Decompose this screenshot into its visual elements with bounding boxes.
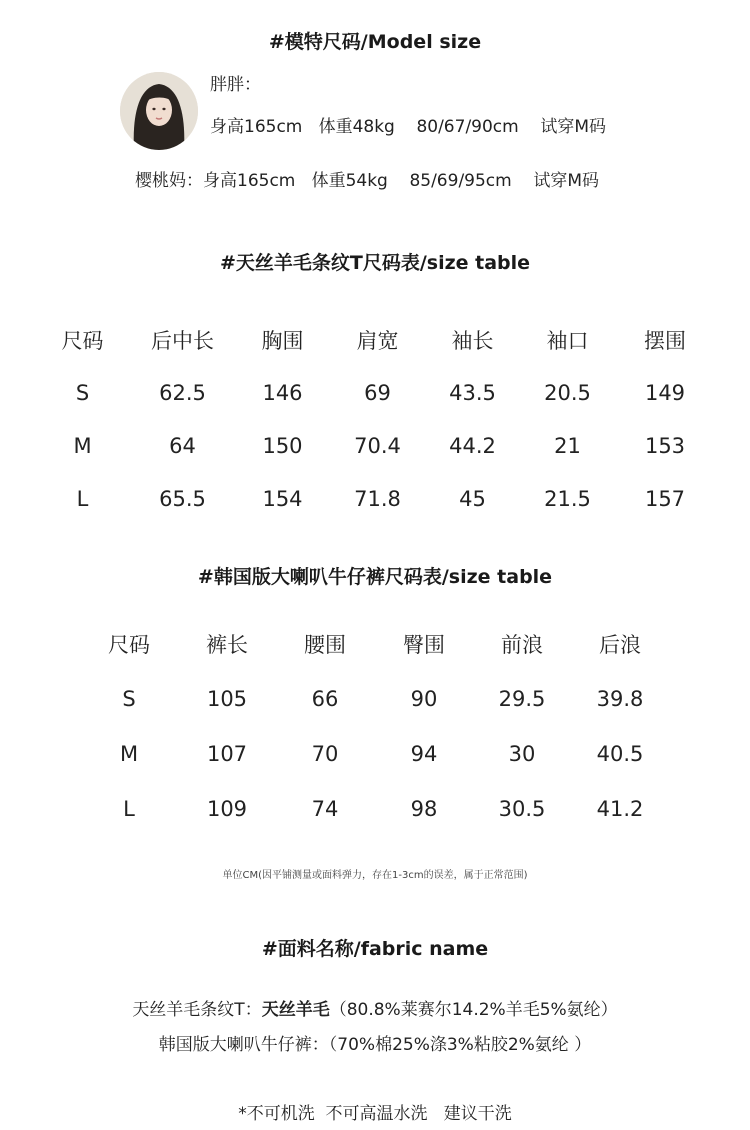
table-cell: 20.5 (544, 380, 591, 405)
fabric-line-jeans: 韩国版大喇叭牛仔裤：（70%棉25%涤3%粘胶2%氨纶 ） (158, 1035, 592, 1055)
table-cell: 62.5 (159, 380, 206, 405)
table-cell: 45 (459, 486, 486, 511)
table-row (35, 419, 715, 472)
table-cell: 94 (410, 741, 438, 766)
table-cell: 98 (410, 796, 438, 821)
table-cell: M (73, 433, 92, 458)
table-cell: 65.5 (159, 486, 206, 511)
table-cell: 43.5 (449, 380, 496, 405)
header-cell: 肩宽 (356, 328, 399, 353)
header-cell: 后中长 (151, 328, 214, 353)
table-cell: 107 (206, 741, 248, 766)
table-cell: 157 (644, 486, 686, 511)
model2-stats: 樱桃妈：身高165cm 体重54kg 85/69/95cm 试穿M码 (135, 171, 599, 191)
table-cell: 69 (364, 380, 391, 405)
header-cell: 袖口 (546, 328, 589, 353)
table-cell: 21 (554, 433, 581, 458)
tshirt-size-table (35, 313, 715, 525)
table-cell: 39.8 (596, 686, 644, 711)
table-cell: 74 (311, 796, 339, 821)
table-cell: 105 (206, 686, 248, 711)
table-row (80, 726, 670, 781)
header-cell: 摆围 (644, 328, 686, 353)
table-cell: 154 (262, 486, 303, 511)
table-cell: M (119, 741, 139, 766)
jeans-size-table (80, 616, 670, 836)
header-cell: 臀围 (403, 632, 445, 657)
table-cell: 30.5 (498, 796, 546, 821)
header-cell: 后浪 (599, 632, 641, 657)
table-cell: 30 (508, 741, 536, 766)
table-row (80, 671, 670, 726)
fabric-tshirt-material: 天丝羊毛 (261, 1000, 330, 1020)
header-cell: 前浪 (501, 632, 543, 657)
header-cell: 胸围 (261, 328, 304, 353)
header-cell: 尺码 (108, 632, 150, 657)
table-cell: 146 (262, 380, 303, 405)
fabric-title: #面料名称/fabric name (261, 938, 489, 960)
table-cell: 40.5 (596, 741, 644, 766)
table-row (35, 366, 715, 419)
unit-note: 单位CM(因平铺测量或面料弹力，存在1-3cm的误差，属于正常范围) (222, 870, 528, 881)
header-cell: 腰围 (304, 632, 346, 657)
fabric-tshirt-composition: （80.8%莱赛尔14.2%羊毛5%氨纶） (329, 1000, 618, 1020)
model1-name: 胖胖： (210, 75, 261, 95)
model-size-title: #模特尺码/Model size (268, 31, 482, 53)
table-cell: 66 (311, 686, 339, 711)
table-cell: 71.8 (354, 486, 401, 511)
header-cell: 袖长 (451, 328, 494, 353)
table-cell: 70 (311, 741, 339, 766)
table-row (80, 781, 670, 836)
table-cell: 29.5 (498, 686, 546, 711)
table-cell: 44.2 (449, 433, 496, 458)
table-cell: S (75, 380, 90, 405)
model-avatar (120, 72, 198, 150)
fabric-line-tshirt (0, 995, 750, 1020)
fabric-tshirt-label: 天丝羊毛条纹T： (132, 1000, 262, 1020)
table-cell: S (122, 686, 136, 711)
table-cell: 70.4 (354, 433, 401, 458)
table-cell: 109 (206, 796, 248, 821)
table-cell: 90 (410, 686, 438, 711)
model1-stats: 身高165cm 体重48kg 80/67/90cm 试穿M码 (210, 117, 606, 137)
table-header-row (80, 616, 670, 671)
table-cell: L (76, 486, 89, 511)
table-cell: 150 (262, 433, 303, 458)
care-instructions: *不可机洗 不可高温水洗 建议干洗 (238, 1104, 512, 1124)
tshirt-table-title: #天丝羊毛条纹T尺码表/size table (219, 252, 531, 274)
table-row (35, 472, 715, 525)
table-cell: 149 (644, 380, 686, 405)
table-cell: 64 (169, 433, 196, 458)
header-cell: 尺码 (61, 328, 104, 353)
table-cell: 41.2 (596, 796, 644, 821)
table-cell: 153 (644, 433, 686, 458)
table-cell: 21.5 (544, 486, 591, 511)
table-header-row (35, 313, 715, 366)
table-cell: L (123, 796, 135, 821)
jeans-table-title: #韩国版大喇叭牛仔裤尺码表/size table (197, 566, 553, 588)
header-cell: 裤长 (206, 632, 248, 657)
